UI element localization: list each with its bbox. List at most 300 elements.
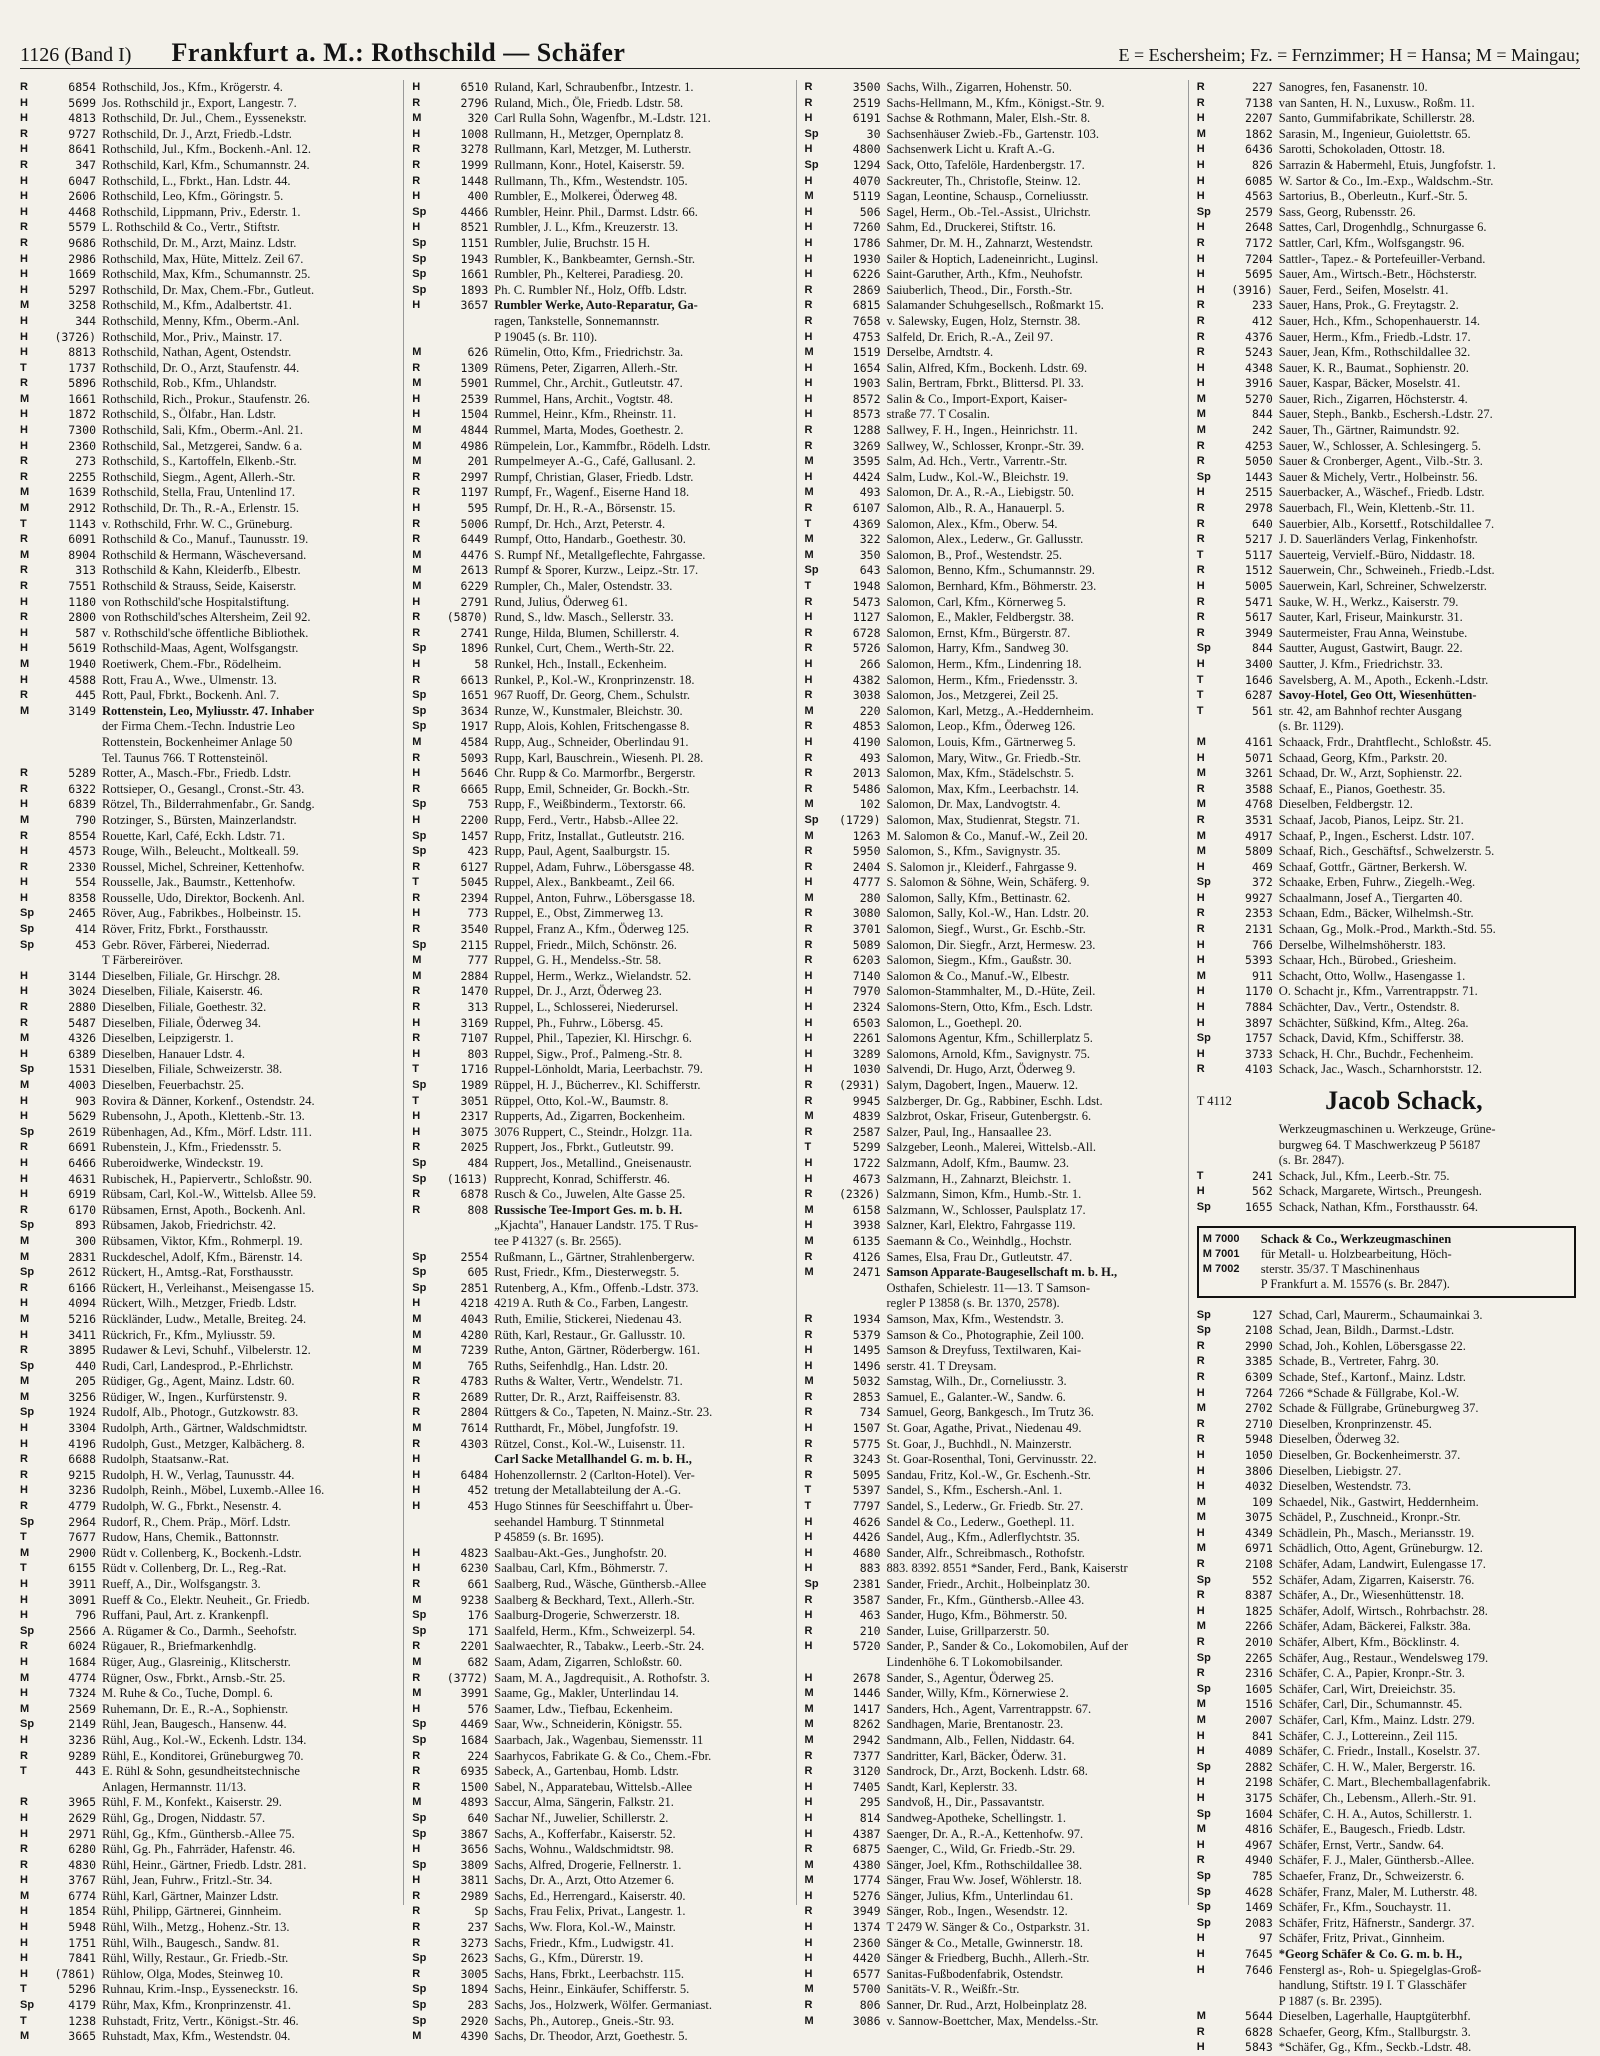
entry-text: Rutenberg, A., Kfm., Offenb.-Ldstr. 373. xyxy=(494,1280,699,1295)
entry-text: Schaefer, Georg, Kfm., Stallburgstr. 3. xyxy=(1278,2024,1471,2039)
entry-text: Rubenstein, J., Kfm., Friedensstr. 5. xyxy=(102,1140,282,1155)
exchange-code xyxy=(1197,1994,1219,2010)
entry-text: Derselbe, Wilhelmshöherstr. 183. xyxy=(1278,937,1446,952)
phone-number: 6280 xyxy=(68,1842,96,1857)
exchange-code: M xyxy=(412,564,422,577)
entry-text: Sachs, Heinr., Einkäufer, Schifferstr. 5. xyxy=(494,1982,690,1997)
listing-entry xyxy=(20,267,399,283)
listing-entry xyxy=(412,1624,791,1640)
phone-number: 844 xyxy=(1251,641,1273,656)
listing-entry xyxy=(20,1811,399,1827)
exchange-code: Sp xyxy=(412,2014,427,2027)
exchange-code: H xyxy=(1196,143,1205,156)
entry-text: Sachsenwerk Licht u. Kraft A.-G. xyxy=(886,142,1055,157)
listing-entry xyxy=(412,376,791,392)
phone-number: 753 xyxy=(467,797,489,812)
phone-number: 3175 xyxy=(1245,1790,1273,1805)
phone-number: 2131 xyxy=(1245,922,1273,937)
exchange-code: H xyxy=(20,408,28,421)
listing-entry xyxy=(20,205,399,221)
phone-number: 5487 xyxy=(68,1015,96,1030)
listing-entry xyxy=(412,1374,791,1390)
exchange-code: R xyxy=(1196,455,1205,468)
exchange-code: R xyxy=(1196,299,1205,312)
listing-entry xyxy=(20,392,399,408)
listing-entry xyxy=(412,517,791,533)
entry-text: Runkel, Hch., Install., Eckenheim. xyxy=(494,656,667,671)
exchange-code: R xyxy=(1196,1558,1205,1571)
exchange-code: R xyxy=(412,860,421,873)
exchange-code: H xyxy=(804,1001,813,1014)
exchange-code: H xyxy=(804,1359,813,1372)
exchange-code: M xyxy=(804,1733,814,1746)
phone-number: 1030 xyxy=(852,1062,881,1077)
entry-text: Rumbler, Julie, Bruchstr. 15 H. xyxy=(494,235,650,250)
entry-text: Sauer, Steph., Bankb., Eschersh.-Ldstr. 27. xyxy=(1278,407,1493,422)
entry-text: Salzmann, Adolf, Kfm., Baumw. 23. xyxy=(886,1155,1070,1170)
phone-number: 1294 xyxy=(852,157,881,172)
exchange-code: M xyxy=(804,798,814,811)
listing-entry xyxy=(412,1405,791,1421)
listing-entry xyxy=(805,1172,1184,1188)
entry-text: Ruth, Emilie, Stickerei, Niedenau 43. xyxy=(494,1311,682,1326)
entry-text: Dieselben, Westendstr. 73. xyxy=(1278,1479,1412,1494)
phone-number: 205 xyxy=(75,1374,96,1389)
listing-entry xyxy=(1197,1885,1576,1901)
listing-entry xyxy=(20,1094,399,1110)
listing-entry xyxy=(412,267,791,283)
listing-entry xyxy=(805,1780,1184,1796)
phone-number: 3634 xyxy=(460,703,489,718)
entry-text: Sagan, Leontine, Schausp., Corneliusstr. xyxy=(886,189,1089,204)
entry-text: Schäfer, C. J., Lottereinn., Zeil 115. xyxy=(1278,1728,1458,1743)
phone-number: 6854 xyxy=(68,80,96,94)
listing-entry xyxy=(20,906,399,922)
listing-entry xyxy=(1197,595,1576,611)
phone-number: 4800 xyxy=(852,142,881,157)
entry-text: Rothschild, Leo, Kfm., Göringstr. 5. xyxy=(102,189,284,204)
entry-text: Rupprecht, Konrad, Schifferstr. 46. xyxy=(494,1171,671,1186)
listing-entry xyxy=(20,1749,399,1765)
listing-entry xyxy=(805,906,1184,922)
listing-entry xyxy=(20,626,399,642)
entry-text: Schädel, P., Zuschneid., Kronpr.-Str. xyxy=(1278,1510,1461,1525)
exchange-code: H xyxy=(20,626,28,639)
entry-text: Sahmer, Dr. M. H., Zahnarzt, Westendstr. xyxy=(886,235,1094,250)
listing-entry xyxy=(1197,1775,1576,1791)
exchange-code xyxy=(412,330,434,346)
exchange-code: R xyxy=(412,673,421,686)
exchange-code: Sp xyxy=(1196,1200,1211,1213)
exchange-code: R xyxy=(804,751,813,764)
listing-entry xyxy=(805,1889,1184,1905)
exchange-code: M xyxy=(1196,1823,1206,1836)
listing-entry xyxy=(805,751,1184,767)
exchange-code: R xyxy=(20,829,28,842)
listing-entry xyxy=(805,220,1184,236)
exchange-code: Sp xyxy=(412,1811,427,1824)
entry-text: Sanitäts-V. R., Weißfr.-Str. xyxy=(886,1982,1020,1997)
listing-entry xyxy=(1197,1138,1576,1154)
phone-number: (7861) xyxy=(54,1966,96,1981)
phone-number: 4777 xyxy=(852,875,881,890)
listing-entry xyxy=(412,252,791,268)
phone-number: 1309 xyxy=(460,360,489,375)
phone-number: 554 xyxy=(75,875,96,890)
entry-text: Rudolph, W. G., Fbrkt., Nesenstr. 4. xyxy=(102,1499,282,1514)
phone-number: 3733 xyxy=(1245,1046,1273,1061)
exchange-code: R xyxy=(1196,595,1205,608)
exchange-code: H xyxy=(1196,377,1205,390)
entry-text: Rumpf, Fr., Wagenf., Eiserne Hand 18. xyxy=(494,485,690,500)
exchange-code: T xyxy=(804,1141,812,1154)
phone-number: 3243 xyxy=(852,1452,881,1467)
listing-entry xyxy=(412,829,791,845)
exchange-code: H xyxy=(1196,190,1205,203)
entry-text: Rüger, Aug., Glasreinig., Klitscherstr. xyxy=(102,1654,291,1669)
phone-number: 796 xyxy=(75,1608,96,1623)
exchange-code: R xyxy=(20,611,28,624)
exchange-code: H xyxy=(804,969,813,982)
phone-number: 6971 xyxy=(1245,1541,1273,1556)
listing-entry xyxy=(805,891,1184,907)
entry-text: Rumpf, Otto, Handarb., Goethestr. 30. xyxy=(494,532,686,547)
phone-number: 350 xyxy=(859,547,881,562)
listing-entry xyxy=(20,485,399,501)
listing-entry xyxy=(20,1031,399,1047)
exchange-code: H xyxy=(1196,580,1205,592)
exchange-code: H xyxy=(412,392,421,405)
exchange-code: H xyxy=(804,1967,813,1980)
exchange-code: H xyxy=(1196,1047,1205,1060)
exchange-code xyxy=(20,751,42,767)
exchange-code: R xyxy=(1196,626,1205,639)
entry-text: Rullmann, Karl, Metzger, M. Lutherstr. xyxy=(494,142,692,157)
phone-number: 1989 xyxy=(460,1078,489,1092)
entry-text: L. Rothschild & Co., Vertr., Stiftstr. xyxy=(102,220,280,235)
entry-text: Dieselben, Filiale, Gr. Hirschgr. 28. xyxy=(102,968,281,983)
entry-text: Sachs, Hans, Fbrkt., Leerbachstr. 115. xyxy=(494,1966,685,1981)
entry-text: Rumpelmeyer A.-G., Café, Gallusanl. 2. xyxy=(494,454,696,469)
phone-number: 561 xyxy=(1251,703,1273,718)
listing-entry xyxy=(805,657,1184,673)
exchange-code: Sp xyxy=(412,1858,427,1871)
listing-entry xyxy=(412,174,791,190)
exchange-code: H xyxy=(1196,751,1205,764)
listing-entry xyxy=(412,906,791,922)
exchange-code: H xyxy=(1196,657,1205,670)
exchange-code: H xyxy=(1196,1745,1205,1758)
exchange-code: Sp xyxy=(20,938,35,951)
entry-text: Sänger, Julius, Kfm., Unterlindau 61. xyxy=(886,1888,1074,1903)
listing-entry xyxy=(1197,563,1576,579)
exchange-code xyxy=(1197,1978,1219,1994)
listing-entry xyxy=(412,1967,791,1983)
entry-text: Sauke, W. H., Werkz., Kaiserstr. 79. xyxy=(1278,594,1459,609)
entry-text: Salomon, B., Prof., Westendstr. 25. xyxy=(886,547,1063,562)
exchange-code: H xyxy=(804,735,813,748)
phone-number: 5471 xyxy=(1245,594,1273,609)
phone-number: 3938 xyxy=(852,1218,881,1233)
entry-text: Ruths, Seifenhdlg., Han. Ldstr. 20. xyxy=(494,1358,668,1373)
exchange-code: R xyxy=(412,1765,421,1778)
phone-number: 453 xyxy=(467,1499,489,1514)
entry-text: Sattes, Carl, Drogenhdlg., Schnurgasse 6. xyxy=(1278,220,1487,235)
phone-number: 841 xyxy=(1251,1728,1273,1743)
phone-number: 5379 xyxy=(852,1327,881,1342)
entry-text: Rutthardt, Fr., Möbel, Jungfofstr. 19. xyxy=(494,1421,679,1436)
exchange-code: Sp xyxy=(20,1999,35,2012)
phone-number: 2853 xyxy=(852,1389,881,1404)
entry-text: Salomon, E., Makler, Feldbergstr. 38. xyxy=(886,610,1074,625)
phone-number: 6158 xyxy=(852,1202,881,1217)
phone-number: 1943 xyxy=(460,251,489,266)
entry-text: Schädlich, Otto, Agent, Grüneburgw. 12. xyxy=(1278,1541,1483,1556)
phone-number: 1896 xyxy=(460,641,489,656)
listing-entry xyxy=(805,501,1184,517)
listing-entry xyxy=(412,922,791,938)
phone-number: 7405 xyxy=(852,1779,881,1794)
listing-entry xyxy=(412,1842,791,1858)
listing-entry xyxy=(1197,875,1576,891)
entry-text: Carl Rulla Sohn, Wagenfbr., M.-Ldstr. 121. xyxy=(494,111,711,126)
phone-number: 7138 xyxy=(1245,95,1273,110)
entry-text: Schäfer, Carl, Kfm., Mainz. Ldstr. 279. xyxy=(1278,1713,1475,1727)
exchange-code: H xyxy=(1196,1729,1205,1742)
phone-number: 463 xyxy=(859,1608,881,1623)
listing-entry xyxy=(1197,345,1576,361)
listing-entry xyxy=(1197,1807,1576,1823)
entry-text: *Georg Schäfer & Co. G. m. b. H., xyxy=(1278,1946,1463,1961)
entry-text: Schächter, Süßkind, Kfm., Alteg. 26a. xyxy=(1278,1015,1469,1030)
phone-number: 469 xyxy=(1251,859,1273,874)
exchange-code: Sp xyxy=(412,1827,427,1840)
listing-entry xyxy=(1197,1869,1576,1885)
entry-text: Ruppert, Jos., Fbrkt., Gutleutstr. 99. xyxy=(494,1140,674,1155)
listing-entry xyxy=(1197,1062,1576,1078)
listing-entry xyxy=(1197,704,1576,720)
listing-entry xyxy=(1197,283,1576,299)
phone-number: 1374 xyxy=(852,1920,881,1935)
entry-text: Sachsenhäuser Zwieb.-Fb., Gartenstr. 103. xyxy=(886,126,1099,141)
entry-text: Schäfer, E., Baugesch., Friedb. Ldstr. xyxy=(1278,1822,1466,1837)
listing-entry xyxy=(412,189,791,205)
listing-entry xyxy=(805,1374,1184,1390)
entry-text: Sandhagen, Marie, Brentanostr. 23. xyxy=(886,1717,1064,1732)
phone-number: 5270 xyxy=(1245,391,1273,406)
entry-text: Sachs, Ww. Flora, Kol.-W., Mainstr. xyxy=(494,1920,676,1935)
listing-entry xyxy=(412,1515,791,1531)
phone-number: 4680 xyxy=(852,1545,881,1560)
entry-text: Chr. Rupp & Co. Marmorfbr., Bergerstr. xyxy=(494,766,696,781)
phone-number: 2900 xyxy=(68,1545,96,1560)
phone-number: 3701 xyxy=(852,922,881,937)
phone-number: 6135 xyxy=(852,1233,881,1248)
phone-number: 58 xyxy=(474,656,489,671)
exchange-code xyxy=(805,1655,827,1671)
listing-entry xyxy=(1197,829,1576,845)
entry-text: Dieselben, Filiale, Goethestr. 32. xyxy=(102,1000,267,1015)
exchange-code: R xyxy=(804,1094,813,1107)
listing-entry xyxy=(20,1483,399,1499)
phone-number: 2360 xyxy=(852,1935,881,1950)
phone-number: 2108 xyxy=(1245,1557,1273,1572)
entry-text: Salomon, Herm., Kfm., Lindenring 18. xyxy=(886,656,1082,671)
exchange-code: H xyxy=(804,1640,813,1653)
phone-number: 4390 xyxy=(460,2029,489,2044)
listing-entry xyxy=(412,1998,791,2014)
entry-text: Ruppel, Dr. J., Arzt, Öderweg 23. xyxy=(494,984,662,999)
entry-text: Rothschild & Co., Manuf., Taunusstr. 19. xyxy=(102,532,309,547)
phone-number: 3897 xyxy=(1245,1015,1273,1030)
exchange-code: R xyxy=(804,689,813,702)
exchange-code: R xyxy=(804,1453,813,1466)
entry-text: Sandrock, Dr., Arzt, Bockenh. Ldstr. 68. xyxy=(886,1764,1088,1779)
exchange-code xyxy=(1197,1153,1219,1169)
entry-text: Salomon, Herm., Kfm., Friedensstr. 3. xyxy=(886,672,1078,687)
entry-text: Ruppel, L., Schlosserei, Niederursel. xyxy=(494,1000,679,1015)
exchange-code: M xyxy=(804,1702,814,1715)
exchange-code: Sp xyxy=(1196,1869,1211,1882)
phone-number: 443 xyxy=(75,1764,96,1779)
phone-number: 6226 xyxy=(852,267,881,282)
phone-number: 8641 xyxy=(68,142,96,157)
listing-entry xyxy=(412,1172,791,1188)
entry-text: Rothschild, Sali, Kfm., Oberm.-Anl. 21. xyxy=(102,423,304,438)
listing-entry xyxy=(20,1343,399,1359)
listing-entry xyxy=(805,80,1184,96)
exchange-code: H xyxy=(20,891,28,904)
page-number: 1126 (Band I) xyxy=(20,44,132,66)
phone-number: 1930 xyxy=(852,251,881,266)
exchange-code: Sp xyxy=(412,1172,427,1185)
phone-number: 6389 xyxy=(68,1046,96,1061)
phone-number: 2912 xyxy=(68,501,96,516)
listing-entry xyxy=(20,127,399,143)
phone-number: (1613) xyxy=(446,1171,489,1186)
entry-text: Sauer, Kaspar, Bäcker, Moselstr. 41. xyxy=(1278,376,1461,391)
listing-entry xyxy=(1197,1031,1576,1047)
phone-number: 1661 xyxy=(68,391,96,406)
entry-text: Dieselben, Gr. Bockenheimerstr. 37. xyxy=(1278,1447,1461,1462)
exchange-code: H xyxy=(1196,1963,1205,1976)
entry-text: Rudolf, Alb., Photogr., Gutzkowstr. 83. xyxy=(102,1405,299,1420)
entry-text: Rudorf, R., Chem. Präp., Mörf. Ldstr. xyxy=(102,1514,291,1529)
phone-number: 4103 xyxy=(1245,1062,1273,1077)
exchange-code: M xyxy=(804,1858,814,1871)
exchange-code: Sp xyxy=(412,938,427,951)
phone-number: 3075 xyxy=(1245,1510,1273,1525)
exchange-code: H xyxy=(804,112,813,125)
listing-entry xyxy=(1197,1401,1576,1417)
entry-text: Derselbe, Arndtstr. 4. xyxy=(886,345,994,360)
exchange-code: Sp xyxy=(412,268,427,281)
phone-number: 2207 xyxy=(1245,111,1273,126)
listing-entry xyxy=(412,579,791,595)
phone-number: 4626 xyxy=(852,1514,881,1529)
entry-text: Rumbler, E., Molkerei, Öderweg 48. xyxy=(494,189,678,204)
phone-number: 2942 xyxy=(852,1732,881,1747)
exchange-code: M xyxy=(1196,1620,1206,1633)
listing-entry xyxy=(20,1234,399,1250)
exchange-code xyxy=(412,314,434,330)
entry-text: Salin & Co., Import-Export, Kaiser- xyxy=(886,391,1068,406)
exchange-code: T xyxy=(20,1562,27,1575)
exchange-code: M xyxy=(804,1110,814,1123)
exchange-code: R xyxy=(1196,96,1205,109)
phone-number xyxy=(434,1452,494,1468)
listing-entry xyxy=(1197,517,1576,533)
listing-entry xyxy=(805,829,1184,845)
entry-text: Rühl, Willy, Restaur., Gr. Friedb.-Str. xyxy=(102,1951,289,1966)
exchange-code: R xyxy=(1196,564,1205,577)
exchange-code: R xyxy=(20,1203,28,1216)
listing-entry xyxy=(805,1359,1184,1375)
phone-number: 3258 xyxy=(68,298,96,313)
listing-entry xyxy=(20,1780,399,1796)
phone-number: 1872 xyxy=(68,407,96,422)
phone-number: 5644 xyxy=(1245,2009,1273,2024)
exchange-code: Sp xyxy=(412,236,427,249)
phone-number xyxy=(1219,1978,1279,1994)
exchange-code: H xyxy=(804,611,813,624)
listing-entry xyxy=(1197,1323,1576,1339)
listing-entry xyxy=(412,782,791,798)
phone-number: 1751 xyxy=(68,1935,96,1950)
listing-entry xyxy=(1197,1479,1576,1495)
exchange-code: R xyxy=(412,361,421,374)
exchange-code: H xyxy=(20,96,28,109)
entry-text: Rützel, Const., Kol.-W., Luisenstr. 11. xyxy=(494,1436,685,1451)
exchange-code: R xyxy=(804,782,813,795)
phone-number: 5809 xyxy=(1245,844,1273,859)
phone-number: 241 xyxy=(1251,1168,1273,1183)
entry-text: Rühl, Gg., Drogen, Niddastr. 57. xyxy=(102,1810,266,1825)
listing-entry xyxy=(20,1390,399,1406)
listing-entry xyxy=(20,1499,399,1515)
exchange-code: H xyxy=(1196,1386,1205,1399)
exchange-code: H xyxy=(412,1016,421,1029)
listing-entry xyxy=(805,673,1184,689)
phone-number: 6322 xyxy=(68,781,96,796)
entry-text: Rothschild, Dr. Max, Chem.-Fbr., Gutleut. xyxy=(102,282,315,297)
exchange-code: H xyxy=(412,221,421,234)
listing-entry xyxy=(805,1749,1184,1765)
entry-text: Sandel, S., Kfm., Eschersh.-Anl. 1. xyxy=(886,1483,1063,1498)
exchange-code: T xyxy=(1196,1169,1204,1182)
phone-number: 4573 xyxy=(68,844,96,859)
entry-text: Rousselle, Jak., Baumstr., Kettenhofw. xyxy=(102,875,296,890)
listing-entry xyxy=(805,922,1184,938)
phone-number xyxy=(434,1530,494,1546)
exchange-code: H xyxy=(412,1500,421,1513)
entry-text: Sauer, Hans, Prok., G. Freytagstr. 2. xyxy=(1278,298,1459,313)
listing-entry xyxy=(1197,891,1576,907)
entry-text: Sagel, Herm., Ob.-Tel.-Assist., Ulrichstr. xyxy=(886,204,1091,219)
entry-text: Rotzinger, S., Bürsten, Mainzerlandstr. xyxy=(102,812,297,827)
entry-text: Salzmann, H., Zahnarzt, Bleichstr. 1. xyxy=(886,1171,1072,1186)
listing-entry xyxy=(1197,111,1576,127)
exchange-code: M xyxy=(1196,829,1206,842)
listing-entry xyxy=(1197,906,1576,922)
exchange-code: M xyxy=(412,1328,422,1341)
phone-number: 2920 xyxy=(460,2013,489,2028)
phone-number: 6613 xyxy=(460,672,489,687)
listing-entry xyxy=(412,1483,791,1499)
entry-text: Sander, Luise, Grillparzerstr. 50. xyxy=(886,1623,1050,1638)
listing-entry xyxy=(412,1655,791,1671)
entry-text: Sänger & Co., Metalle, Gwinnerstr. 18. xyxy=(886,1935,1083,1950)
